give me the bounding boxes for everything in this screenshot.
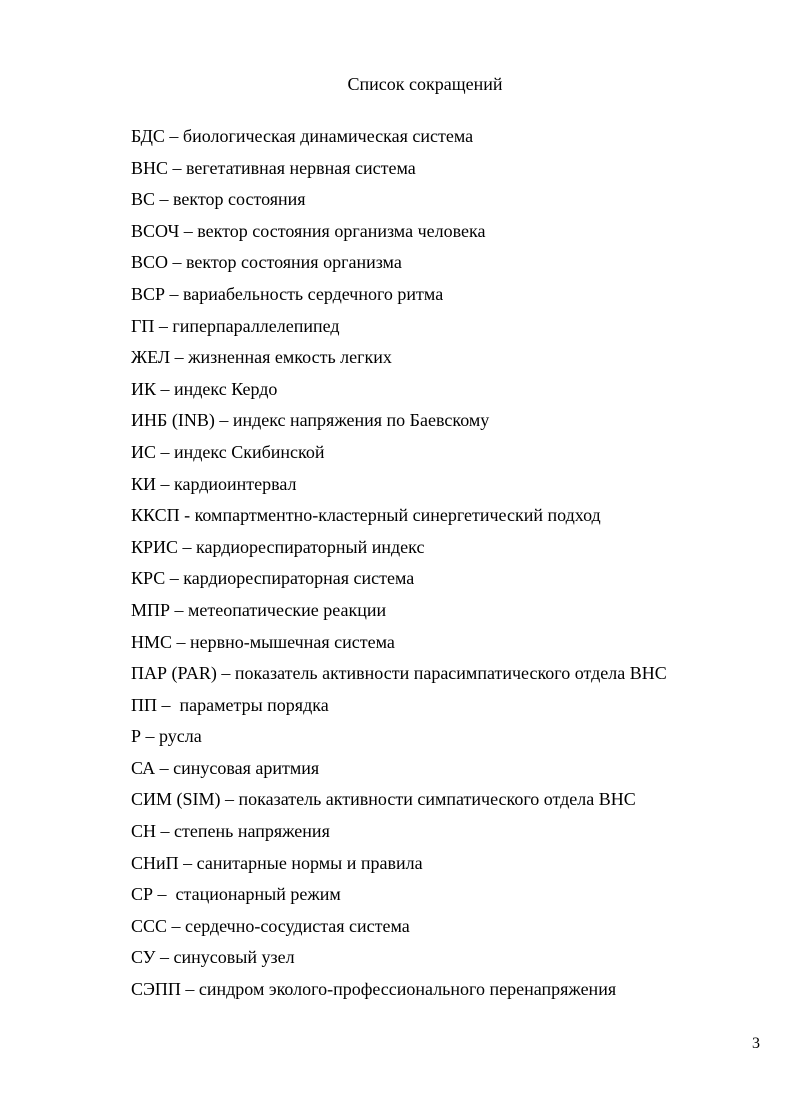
list-item: СНиП – санитарные нормы и правила: [131, 852, 423, 873]
list-item: ВСОЧ – вектор состояния организма человека: [131, 220, 486, 241]
list-item: ССС – сердечно-сосудистая система: [131, 915, 410, 936]
list-item: СИМ (SIM) – показатель активности симпатического отдела ВНС: [131, 789, 636, 810]
list-item: ВСО – вектор состояния организма: [131, 252, 402, 273]
list-item: ПП – параметры порядка: [131, 694, 329, 715]
list-item: ИНБ (INB) – индекс напряжения по Баевскому: [131, 410, 490, 431]
list-item: МПР – метеопатические реакции: [131, 599, 387, 620]
list-item: КРИС – кардиореспираторный индекс: [131, 536, 425, 557]
list-item: ККСП - компартментно-кластерный синергетический подход: [131, 505, 601, 526]
list-item: ПАР (PAR) – показатель активности парасимпатического отдела ВНС: [131, 663, 667, 684]
abbreviation-list: [131, 124, 667, 1009]
list-item: ГП – гиперпараллелепипед: [131, 315, 340, 336]
list-item: СР – стационарный режим: [131, 884, 341, 905]
page-title: Список сокращений: [347, 74, 503, 94]
list-item: СА – синусовая аритмия: [131, 757, 320, 778]
list-item: ЖЕЛ – жизненная емкость легких: [131, 347, 392, 368]
page-number: 3: [752, 1035, 760, 1052]
list-item: ВС – вектор состояния: [131, 189, 306, 210]
list-item: ВСР – вариабельность сердечного ритма: [131, 283, 444, 304]
list-item: ВНС – вегетативная нервная система: [131, 157, 416, 178]
list-item: БДС – биологическая динамическая система: [131, 126, 474, 146]
list-item: КИ – кардиоинтервал: [131, 473, 297, 494]
list-item: ИС – индекс Скибинской: [131, 441, 325, 462]
list-item: НМС – нервно-мышечная система: [131, 631, 395, 652]
list-item: КРС – кардиореспираторная система: [131, 568, 415, 589]
list-item: СН – степень напряжения: [131, 821, 330, 842]
list-item: СЭПП – синдром эколого-профессионального перенапряжения: [131, 979, 617, 1000]
list-item: ИК – индекс Кердо: [131, 378, 278, 399]
list-item: Р – русла: [131, 726, 202, 747]
list-item: СУ – синусовый узел: [131, 947, 295, 968]
